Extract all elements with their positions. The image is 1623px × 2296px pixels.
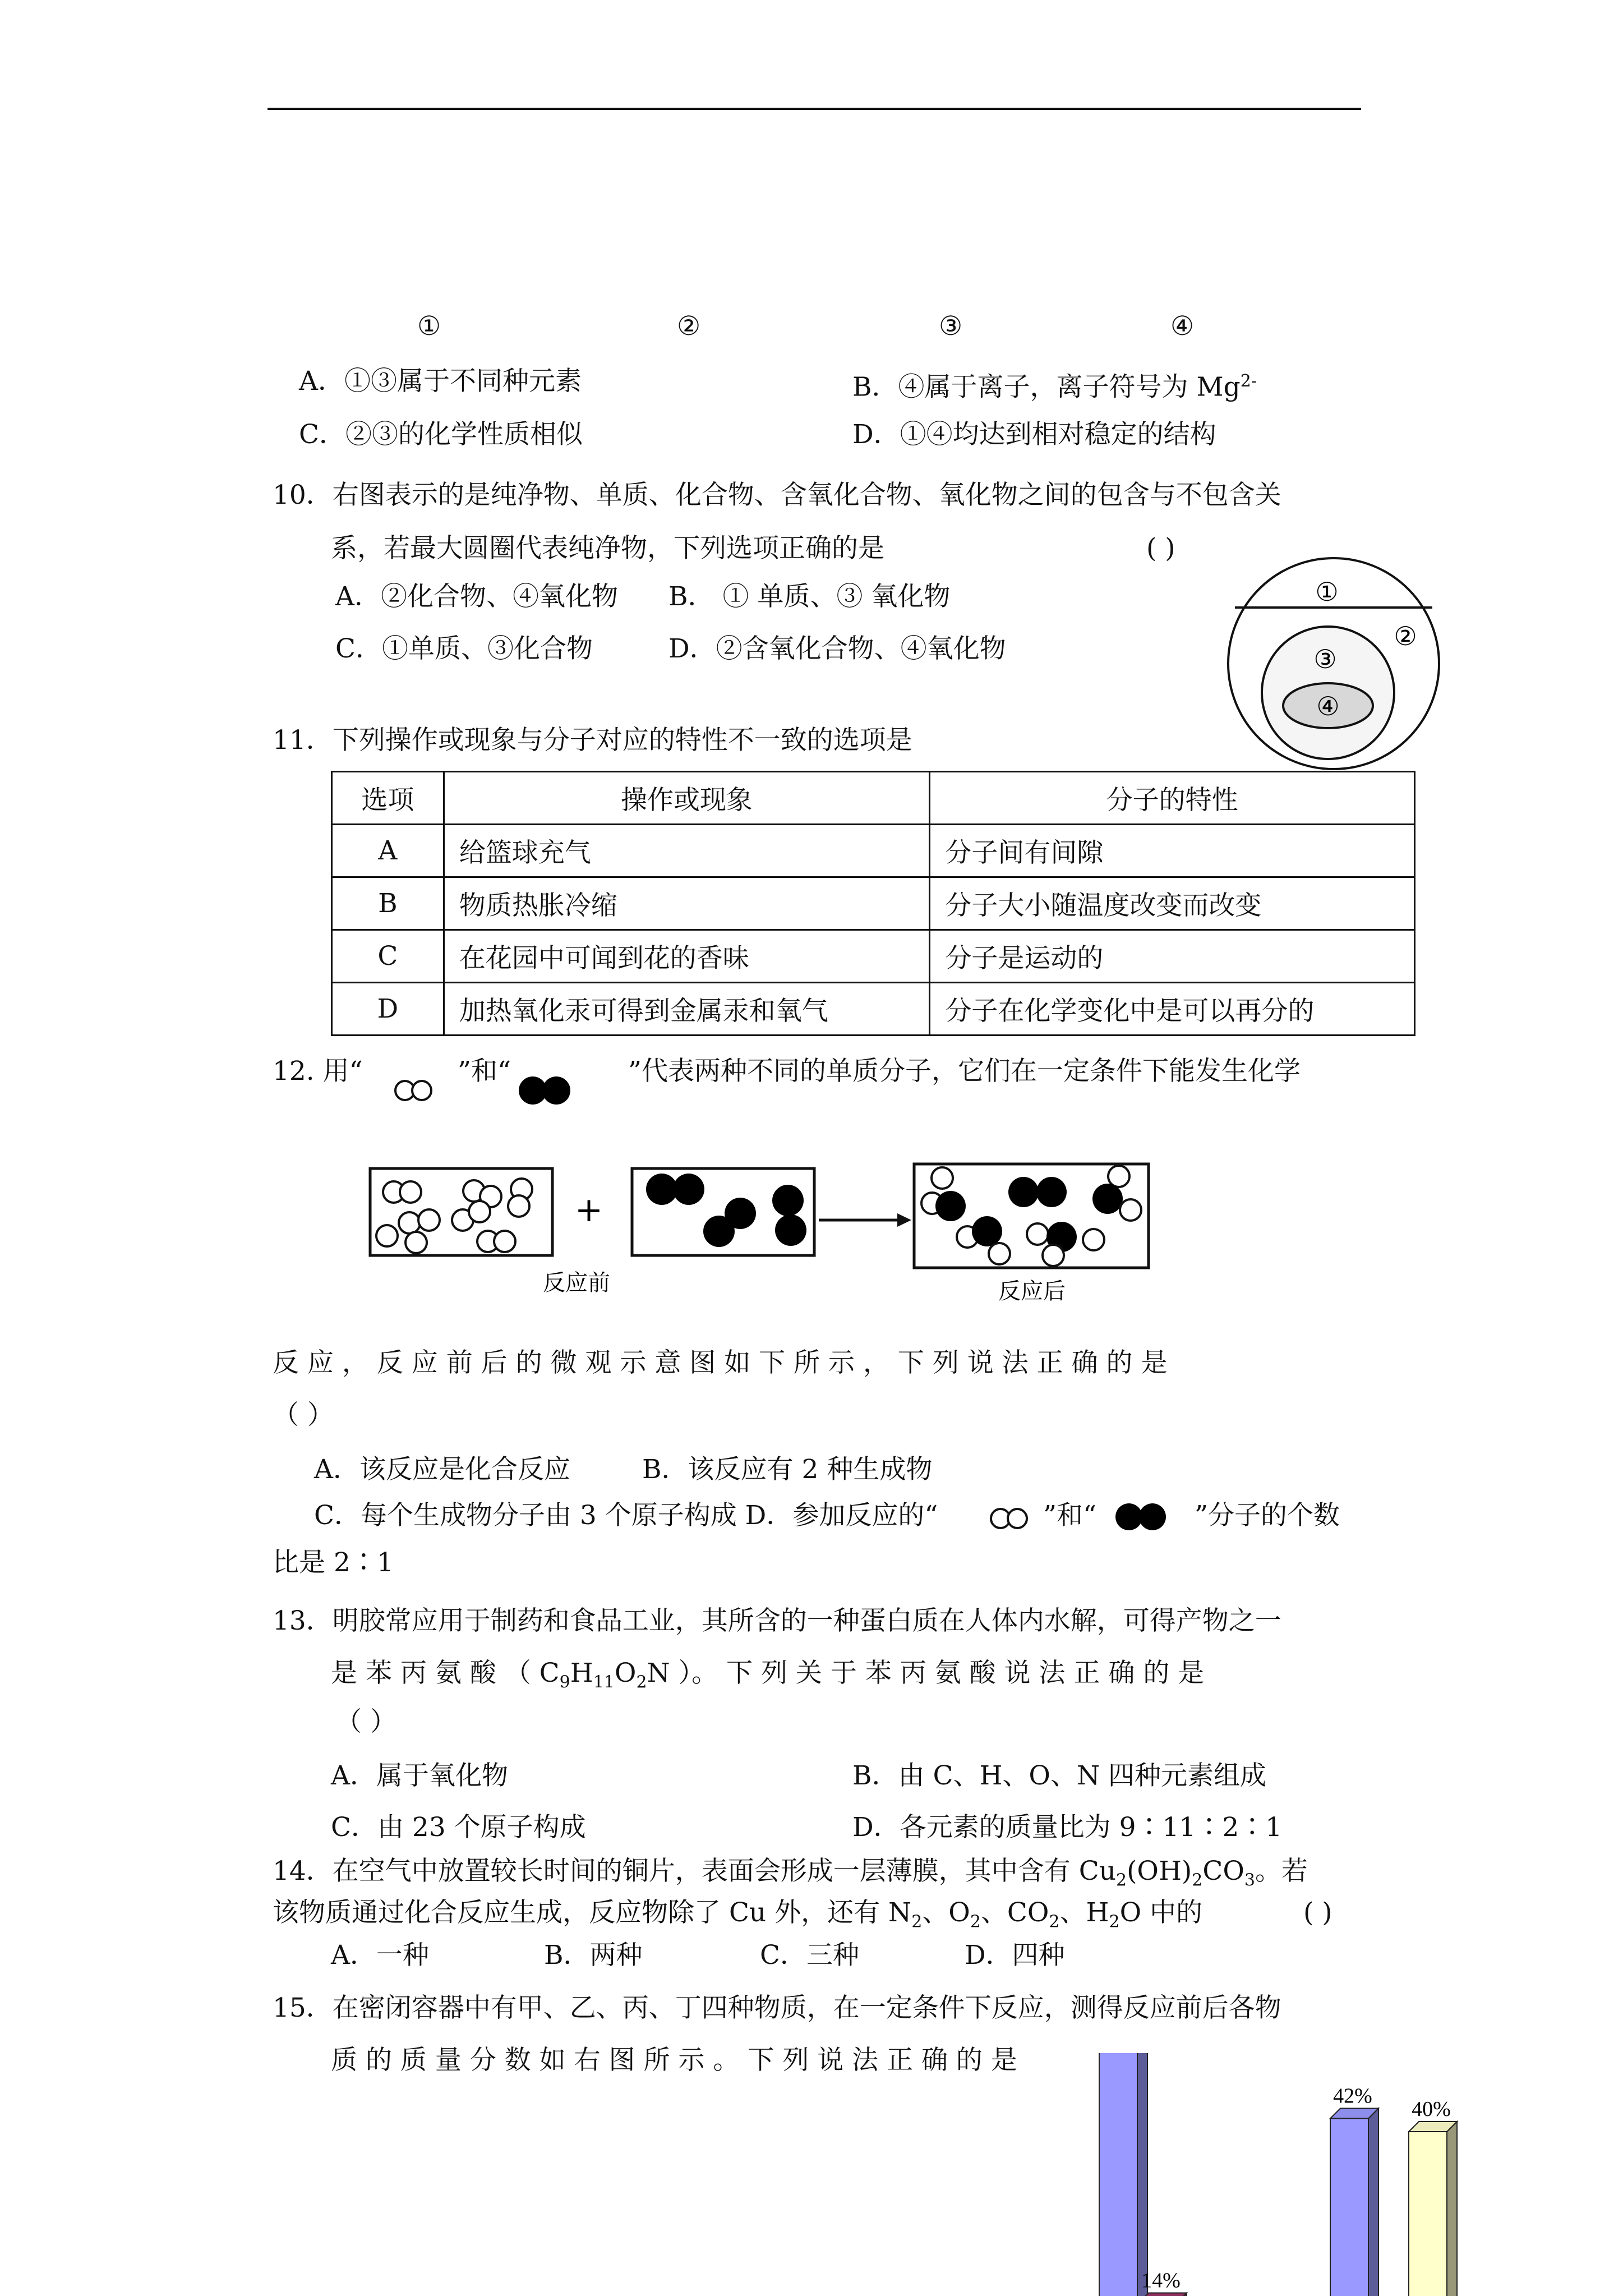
- q14-option-d: D．四种: [965, 1940, 1065, 1971]
- label-before: 反应前: [543, 1271, 610, 1295]
- table-row: [332, 983, 1415, 1036]
- q11-table: [331, 771, 1415, 1036]
- q13-answer-paren: （ ）: [335, 1706, 396, 1737]
- q12-stem-part-c: ”代表两种不同的单质分子，它们在一定条件下能发生化学: [628, 1056, 1301, 1087]
- table-header-cell: 选项: [332, 772, 444, 825]
- bar-side: [1368, 2109, 1378, 2296]
- bar: [1099, 2053, 1137, 2296]
- bar-side: [1137, 2053, 1147, 2296]
- q15-stem-line1: 15．在密闭容器中有甲、乙、丙、丁四种物质，在一定条件下反应，测得反应前后各物: [273, 1993, 1281, 2023]
- q12-option-a: A．该反应是化合反应: [314, 1454, 570, 1485]
- table-cell: 加热氧化汞可得到金属汞和氧气: [444, 983, 930, 1036]
- table-cell: B: [332, 877, 444, 930]
- table-header-cell: 操作或现象: [444, 772, 930, 825]
- label-after: 反应后: [998, 1279, 1066, 1304]
- q9-option-d: D．①④均达到相对稳定的结构: [852, 419, 1216, 450]
- reaction-arrow-head: [897, 1213, 911, 1227]
- q14-option-b: B．两种: [544, 1940, 643, 1971]
- table-cell: 分子是运动的: [930, 930, 1415, 983]
- q10-option-b: B． ① 单质、③ 氧化物: [668, 581, 951, 612]
- bar-group-1-series-1: [1099, 2053, 1147, 2296]
- table-cell: A: [332, 825, 444, 877]
- venn-label-2: ②: [1394, 621, 1417, 651]
- table-cell: D: [332, 983, 444, 1036]
- q10-stem-line1: 10．右图表示的是纯净物、单质、化合物、含氧化合物、氧化物之间的包含与不包含关: [273, 480, 1281, 510]
- bar-value-label: 40%: [1412, 2097, 1451, 2121]
- q9-option-c: C．②③的化学性质相似: [299, 419, 583, 450]
- q13-stem-line2: 是 苯 丙 氨 酸 （ $C_9H_{11}O_2N$ ）。 下 列 关 于 苯 丙 氨 酸 说 法 正 确 的 是: [331, 1658, 1205, 1692]
- table-row: [332, 930, 1415, 983]
- table-cell: 分子间有间隙: [930, 825, 1415, 877]
- table-header-cell: 分子的特性: [930, 772, 1415, 825]
- table-cell: 分子大小随温度改变而改变: [930, 877, 1415, 930]
- q9-option-a: A．①③属于不同种元素: [299, 366, 582, 397]
- bar-value-label: 14%: [1141, 2269, 1181, 2293]
- black-molecule-icon: [517, 1076, 573, 1105]
- q12-stem-part-a: 12. 用“: [273, 1056, 363, 1087]
- q15-stem-line2: 质 的 质 量 分 数 如 右 图 所 示 。 下 列 说 法 正 确 的 是: [331, 2045, 1017, 2076]
- table-cell: 分子在化学变化中是可以再分的: [930, 983, 1415, 1036]
- q12-option-c-d: C．每个生成物分子由 3 个原子构成 D．参加反应的“: [314, 1500, 938, 1531]
- table-row: [332, 825, 1415, 877]
- q13-option-a: A．属于氧化物: [331, 1760, 508, 1791]
- q9-label-2: ②: [677, 311, 701, 342]
- q12-option-d-part-c: ”分子的个数: [1195, 1500, 1340, 1531]
- q12-option-d-part-b: ”和“: [1043, 1500, 1097, 1531]
- table-cell: 在花园中可闻到花的香味: [444, 930, 930, 983]
- q14-stem-line1: 14．在空气中放置较长时间的铜片，表面会形成一层薄膜，其中含有 $Cu_2(OH)_2CO_3$。若: [273, 1856, 1308, 1890]
- bar-group-2-series-1: [1330, 2109, 1378, 2296]
- q11-stem: 11．下列操作或现象与分子对应的特性不一致的选项是: [273, 725, 912, 756]
- q12-stem-part-b: ”和“: [458, 1056, 511, 1087]
- q9-label-4: ④: [1170, 311, 1195, 342]
- q9-label-3: ③: [939, 311, 963, 342]
- q13-option-b: B．由 C、H、O、N 四种元素组成: [852, 1760, 1267, 1791]
- bar-value-label: 42%: [1333, 2084, 1372, 2108]
- bar: [1409, 2132, 1447, 2296]
- q14-option-c: C．三种: [760, 1940, 859, 1971]
- q10-option-a: A．②化合物、④氧化物: [335, 581, 618, 612]
- venn-label-3: ③: [1313, 644, 1337, 674]
- q10-stem-line2: 系，若最大圆圈代表纯净物，下列选项正确的是: [331, 533, 884, 564]
- q13-stem-line1: 13．明胶常应用于制药和食品工业，其所含的一种蛋白质在人体内水解，可得产物之一: [273, 1605, 1281, 1636]
- bar-side: [1447, 2122, 1457, 2296]
- q12-option-b: B．该反应有 2 种生成物: [642, 1454, 933, 1485]
- q15-bar-chart: [1088, 2053, 1525, 2296]
- q10-option-c: C．①单质、③化合物: [335, 633, 593, 664]
- q14-answer-paren: ( ): [1303, 1897, 1332, 1928]
- q10-option-d: D．②含氧化合物、④氧化物: [668, 633, 1006, 664]
- q10-venn-diagram: [1221, 551, 1446, 776]
- header-rule: [268, 108, 1361, 110]
- white-molecule-icon: [393, 1078, 436, 1103]
- q9-option-b: B．④属于离子，离子符号为 $Mg^{2-}$: [852, 371, 1257, 403]
- black-molecule-icon: [1113, 1502, 1169, 1531]
- q13-option-d: D．各元素的质量比为 9∶11∶2∶1: [852, 1812, 1283, 1843]
- q12-answer-paren: （ ）: [273, 1400, 334, 1430]
- plus-sign: +: [574, 1190, 603, 1230]
- bar-group-2-series-3: [1409, 2122, 1457, 2296]
- q10-answer-paren: ( ): [1146, 533, 1175, 564]
- table-cell: C: [332, 930, 444, 983]
- table-cell: 物质热胀冷缩: [444, 877, 930, 930]
- q9-label-1: ①: [417, 311, 441, 342]
- white-molecule-icon: [988, 1506, 1032, 1531]
- venn-label-1: ①: [1315, 577, 1339, 607]
- q13-option-c: C．由 23 个原子构成: [331, 1812, 586, 1843]
- table-row: [332, 877, 1415, 930]
- q14-stem-line2: 该物质通过化合反应生成，反应物除了 Cu 外，还有 $N_2$、$O_2$、$CO_2$、$H_2O$ 中的: [273, 1897, 1203, 1932]
- table-header-row: [332, 772, 1415, 825]
- venn-label-4: ④: [1316, 691, 1340, 721]
- q12-reaction-diagram: [365, 1158, 1195, 1310]
- q14-option-a: A．一种: [331, 1940, 429, 1971]
- bar: [1330, 2119, 1368, 2296]
- table-cell: 给篮球充气: [444, 825, 930, 877]
- q12-stem-line2: 反 应 ， 反 应 前 后 的 微 观 示 意 图 如 下 所 示 ， 下 列 说 法 正 确 的 是: [273, 1347, 1168, 1378]
- q12-option-d-part-d: 比是 2∶1: [273, 1547, 394, 1578]
